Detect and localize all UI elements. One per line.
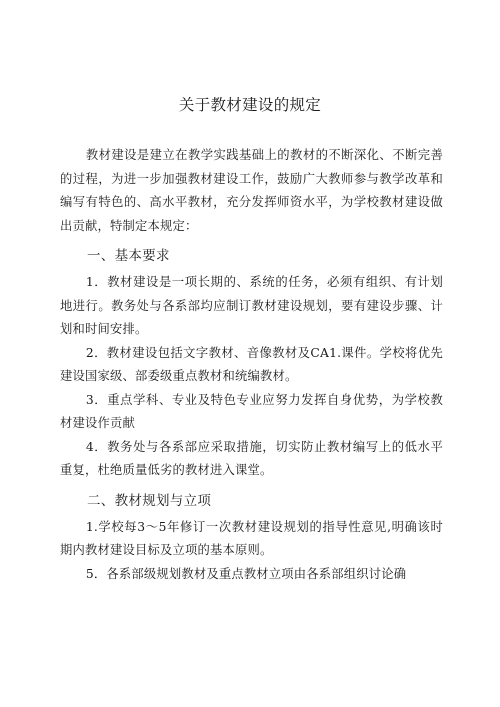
- section-heading-basic-requirements: 一、基本要求: [87, 248, 170, 264]
- intro-paragraph: 教材建设是建立在教学实践基础上的教材的不断深化、不断完善的过程，为进一步加强教材建设工作，鼓励广大教师参与教学改革和编写有特色的、高水平教材，充分发挥师资水平，为学校教材建设做出贡献，特制定本规定：: [60, 148, 443, 233]
- document-title: 关于教材建设的规定: [178, 96, 322, 114]
- list-item: 3．重点学科、专业及特色专业应努力发挥自身优势，为学校教材建设作贡献: [60, 392, 443, 430]
- document-body: [60, 144, 443, 586]
- list-item: 5．各系部级规划教材及重点教材立项由各系部组织讨论确: [85, 566, 407, 581]
- list-item: 4．教务处与各系部应采取措施，切实防止教材编写上的低水平重复，杜绝质量低劣的教材进入课堂。: [60, 439, 443, 477]
- list-item: 1.学校每3～5年修订一次教材建设规划的指导性意见,明确该时期内教材建设目标及立项的基本原则。: [60, 519, 443, 557]
- list-item: 2．教材建设包括文字教材、音像教材及CA1.课件。学校将优先建设国家级、部委级重点教材和统编教材。: [60, 345, 443, 383]
- section-heading-planning: 二、教材规划与立项: [87, 492, 212, 509]
- list-item: 1．教材建设是一项长期的、系统的任务，必须有组织、有计划地进行。教务处与各系部均应制订教材建设规划，要有建设步骤、计划和时间安排。: [60, 275, 443, 336]
